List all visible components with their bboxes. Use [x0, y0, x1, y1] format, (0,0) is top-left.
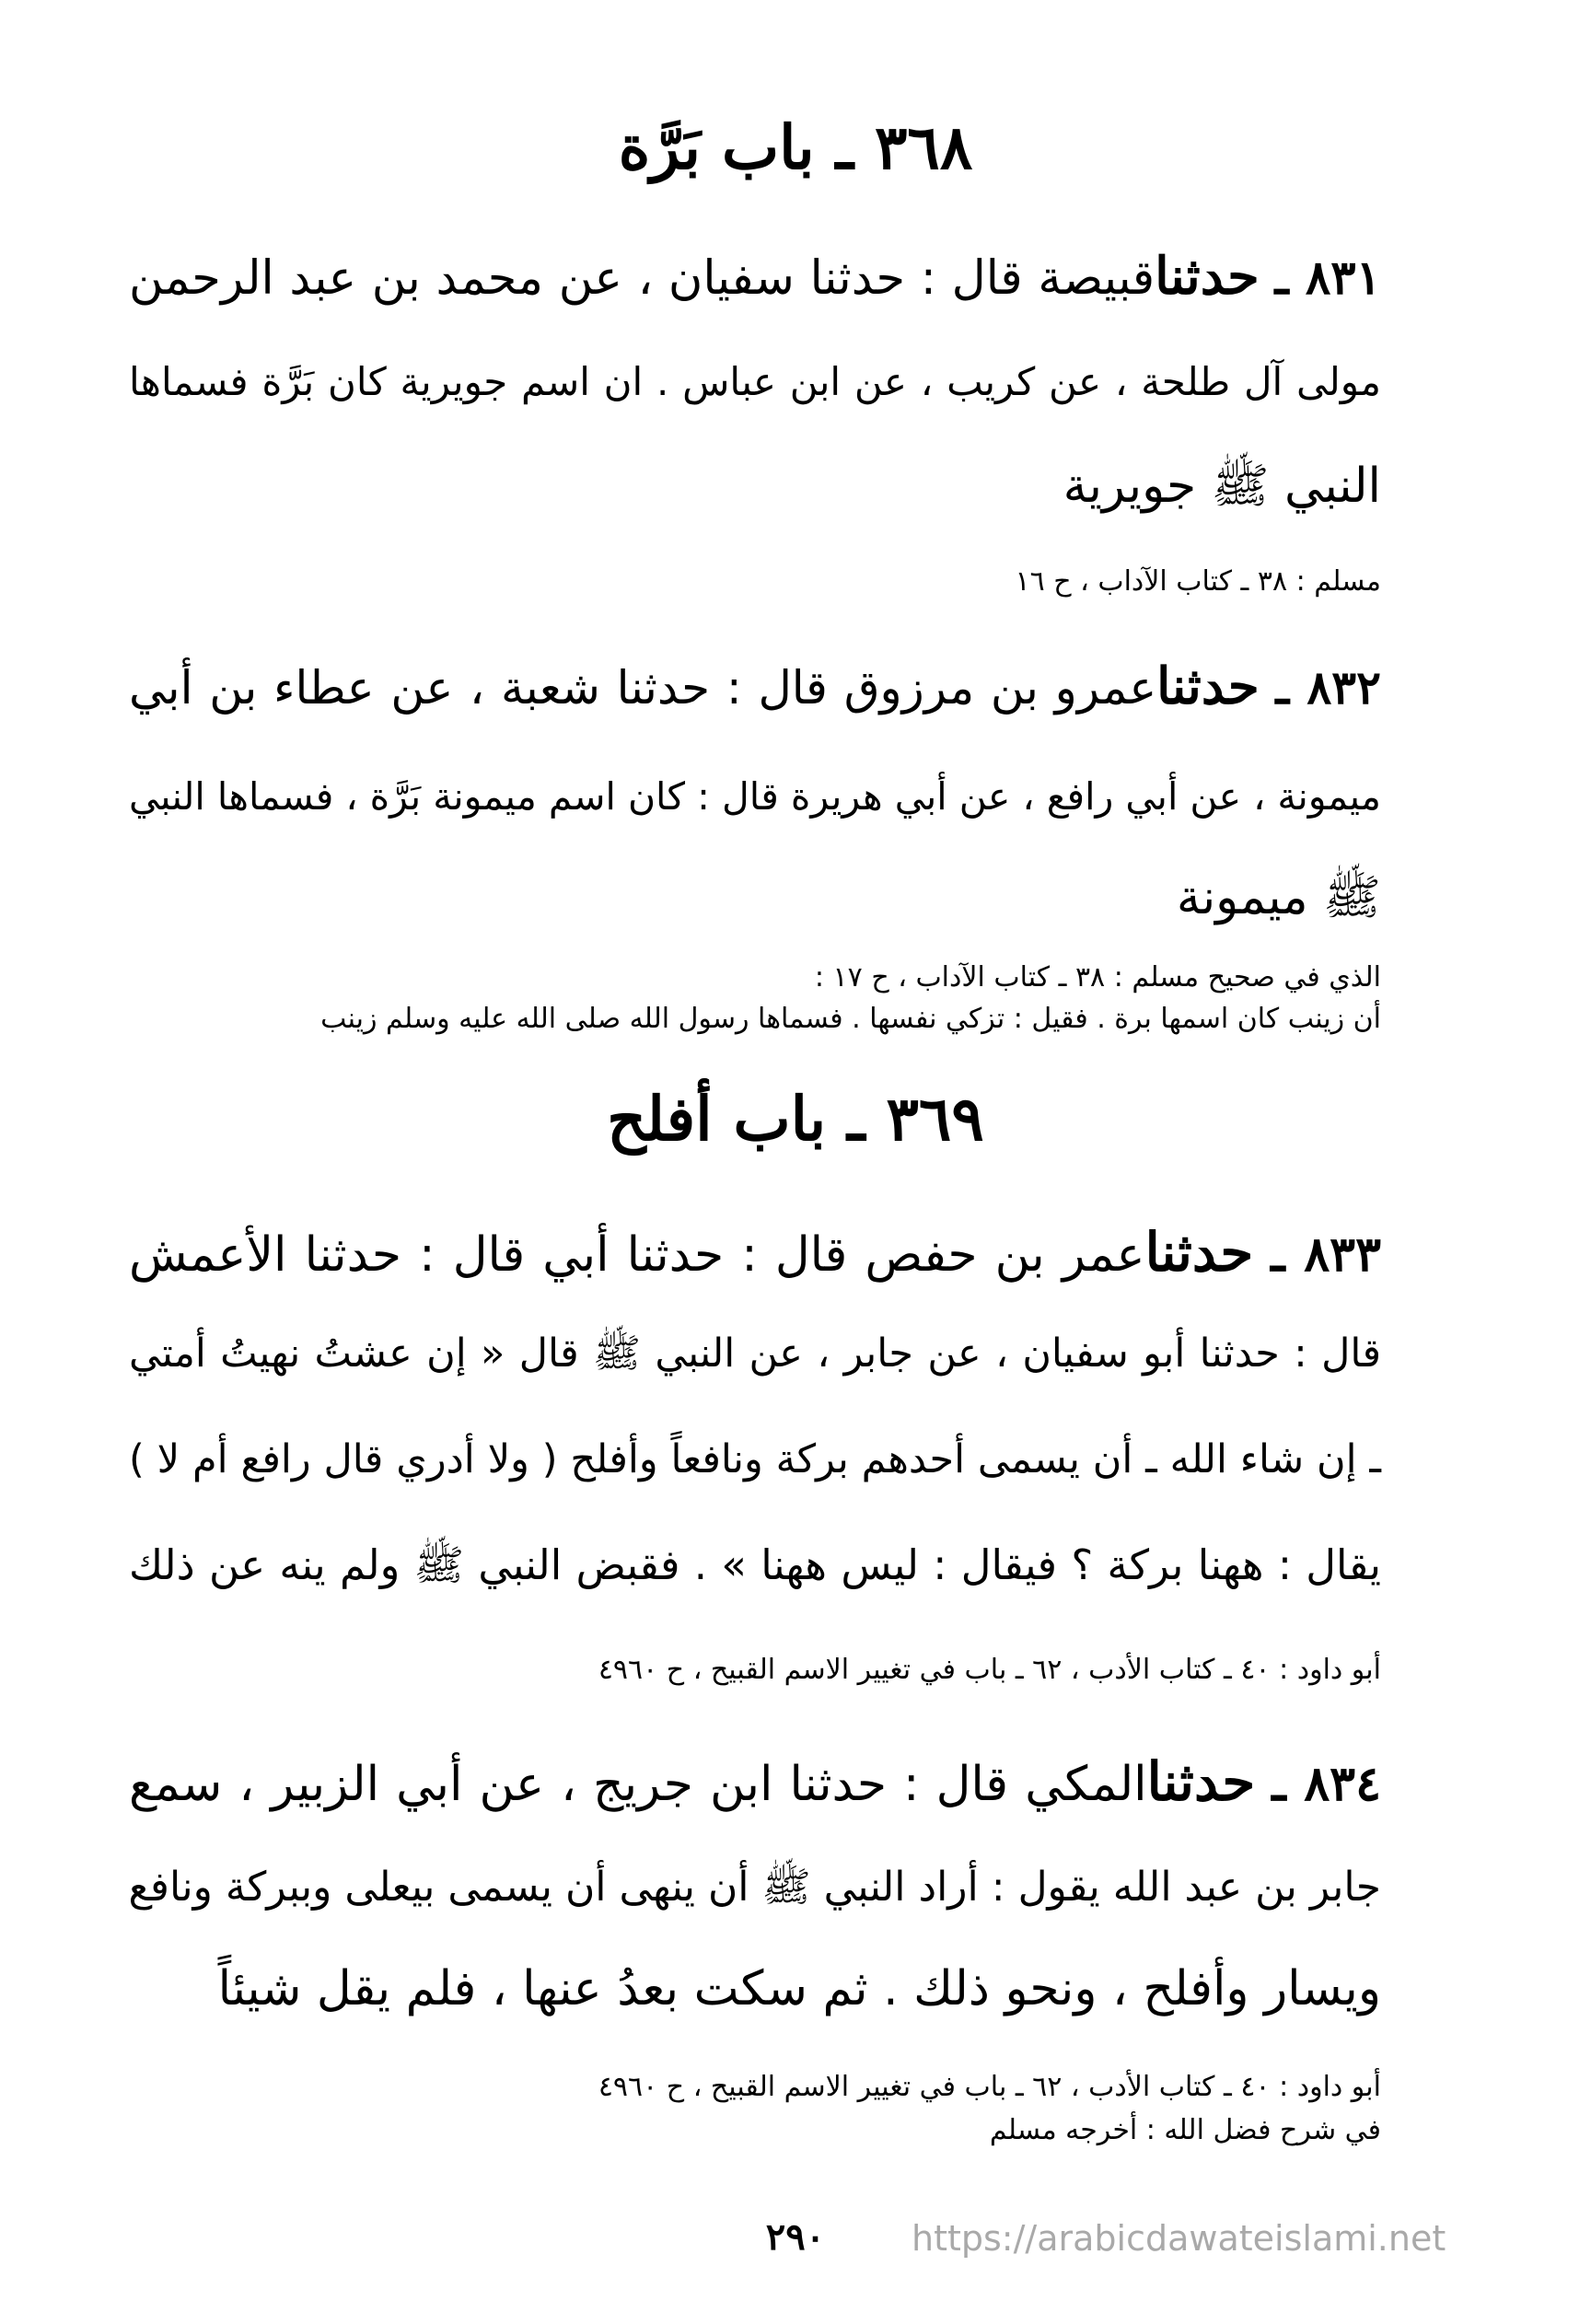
hadith-834-footnote-1: أبو داود : ٤٠ ـ كتاب الأدب ، ٦٢ ـ باب في تغيير الاسم القبيح ، ح ٤٩٦٠ [598, 2071, 1381, 2103]
hadith-833-line-2: قال : حدثنا أبو سفيان ، عن جابر ، عن النبي ﷺ قال « إن عشتُ نهيتُ أمتي [129, 1330, 1381, 1377]
hadith-lead-word: حدثنا [1156, 656, 1260, 715]
hadith-832-footnote-2: أن زينب كان اسمها برة . فقيل : تزكي نفسها . فسماها رسول الله صلى الله عليه وسلم زينب [320, 1003, 1381, 1035]
hadith-831-footnote-1: مسلم : ٣٨ ـ كتاب الآداب ، ح ١٦ [1015, 565, 1381, 598]
hadith-834-line-2: جابر بن عبد الله يقول : أراد النبي ﷺ أن ينهى أن يسمى بيعلى وببركة ونافع [128, 1864, 1381, 1911]
chapter-heading-368: ٣٦٨ ـ باب بَرَّة [618, 111, 973, 183]
hadith-833-line-1 [129, 1215, 1381, 1292]
hadith-832-line-2: ميمونة ، عن أبي رافع ، عن أبي هريرة قال : كان اسم ميمونة بَرَّة ، فسماها النبي [129, 774, 1381, 819]
hadith-834-footnote-2: في شرح فضل الله : أخرجه مسلم [989, 2114, 1381, 2146]
hadith-number: ٨٣٢ ـ [1275, 660, 1381, 715]
hadith-text: عمر بن حفص قال : حدثنا أبي قال : حدثنا الأعمش [129, 1227, 1145, 1283]
hadith-text: المكي قال : حدثنا ابن جريج ، عن أبي الزبير ، سمع [129, 1757, 1147, 1812]
site-watermark: https://arabicdawateislami.net [912, 2218, 1446, 2259]
hadith-834-line-1 [129, 1745, 1381, 1821]
hadith-833-footnote-1: أبو داود : ٤٠ ـ كتاب الأدب ، ٦٢ ـ باب في تغيير الاسم القبيح ، ح ٤٩٦٠ [598, 1654, 1381, 1686]
chapter-heading-369: ٣٦٩ ـ باب أفلح [607, 1083, 984, 1155]
hadith-833-line-4: يقال : ههنا بركة ؟ فيقال : ليس ههنا » . فقبض النبي ﷺ ولم ينه عن ذلك [129, 1540, 1381, 1589]
hadith-text: عمرو بن مرزوق قال : حدثنا شعبة ، عن عطاء بن أبي [129, 661, 1157, 715]
hadith-832-line-3: ﷺ ميمونة [1176, 870, 1381, 925]
page-number: ٢٩٠ [765, 2215, 826, 2259]
hadith-831-line-2: مولى آل طلحة ، عن كريب ، عن ابن عباس . ان اسم جويرية كان بَرَّة فسماها [129, 359, 1381, 404]
hadith-number: ٨٣١ ـ [1274, 250, 1382, 306]
hadith-831-line-1 [129, 239, 1381, 316]
hadith-lead-word: حدثنا [1144, 1221, 1254, 1284]
hadith-lead-word: حدثنا [1146, 1750, 1256, 1813]
hadith-text: قبيصة قال : حدثنا سفيان ، عن محمد بن عبد الرحمن [129, 251, 1156, 306]
hadith-number: ٨٣٣ ـ [1271, 1226, 1381, 1283]
hadith-833-line-3: ـ إن شاء الله ـ أن يسمى أحدهم بركة ونافعاً وأفلح ( ولا أدري قال رافع أم لا ) [129, 1436, 1381, 1482]
hadith-lead-word: حدثنا [1155, 246, 1260, 307]
hadith-831-line-3: النبي ﷺ جويرية [1063, 459, 1381, 514]
hadith-834-line-3: ويسار وأفلح ، ونحو ذلك . ثم سكت بعدُ عنها ، فلم يقل شيئاً [217, 1961, 1381, 2016]
hadith-832-footnote-1: الذي في صحيح مسلم : ٣٨ ـ كتاب الآداب ، ح ١٧ : [814, 961, 1381, 994]
hadith-832-line-1 [129, 649, 1381, 725]
hadith-number: ٨٣٤ ـ [1272, 1756, 1382, 1812]
